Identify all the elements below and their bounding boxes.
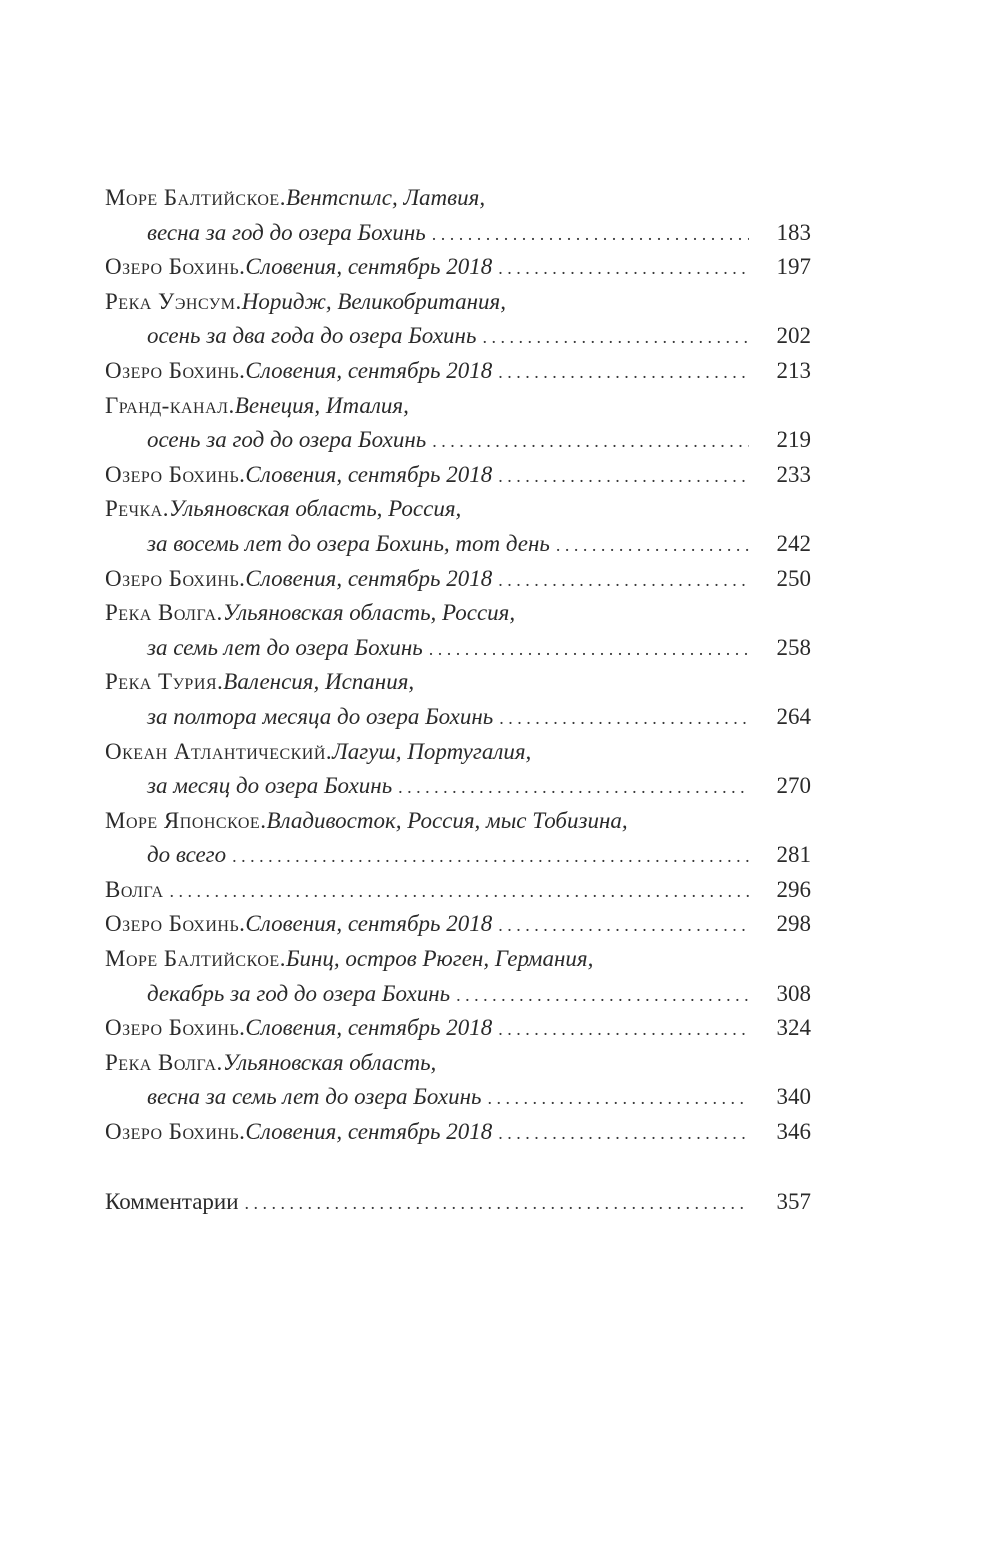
toc-entry-subtitle-cont: за месяц до озера Бохинь	[147, 773, 393, 799]
toc-entry-subtitle-cont: за восемь лет до озера Бохинь, тот день	[147, 530, 550, 556]
toc-entry-continuation[interactable]	[105, 319, 811, 354]
toc-entry-subtitle-cont: весна за год до озера Бохинь	[147, 219, 426, 245]
toc-entry-continuation[interactable]	[105, 216, 811, 251]
dot-leader	[456, 978, 749, 1013]
dot-leader	[498, 355, 749, 390]
toc-entry-subtitle: Валенсия, Испания,	[223, 669, 415, 695]
toc-entry-heading: Речка.	[105, 496, 169, 522]
toc-entry-heading: Река Турия.	[105, 669, 224, 695]
toc-page-number: 202	[776, 323, 811, 349]
toc-entry-heading: Река Уэнсум.	[105, 288, 242, 314]
section-gap	[105, 1150, 811, 1185]
toc-entry-subtitle: Словения, сентябрь 2018	[245, 1015, 493, 1041]
toc-entry[interactable]	[105, 1011, 811, 1046]
dot-leader	[498, 1012, 749, 1047]
toc-entry-heading: Озеро Бохинь.	[105, 461, 246, 487]
dot-leader	[429, 632, 749, 667]
toc-entry-subtitle-cont: за полтора месяца до озера Бохинь	[147, 703, 494, 729]
toc-entry-title	[105, 181, 811, 216]
toc-page-number: 324	[776, 1015, 811, 1041]
toc-entry-title	[105, 285, 811, 320]
dot-leader	[498, 908, 749, 943]
dot-leader	[498, 251, 749, 286]
toc-page-number: 197	[776, 254, 811, 280]
toc-entry-subtitle-cont: весна за семь лет до озера Бохинь	[147, 1084, 482, 1110]
toc-entry-heading: Озеро Бохинь.	[105, 254, 246, 280]
toc-entry-heading: Волга	[105, 876, 164, 902]
dot-leader	[498, 459, 749, 494]
toc-entry-comments[interactable]	[105, 1185, 811, 1220]
toc-entry-heading: Море Балтийское.	[105, 185, 286, 210]
toc-page-number: 346	[776, 1119, 811, 1145]
toc-entry-subtitle: Владивосток, Россия, мыс Тобизина,	[266, 807, 628, 833]
toc-page-number: 270	[776, 773, 811, 799]
dot-leader	[432, 217, 749, 252]
toc-entry-subtitle: Лагуш, Португалия,	[332, 738, 532, 764]
dot-leader	[556, 528, 749, 563]
toc-entry-heading: Море Японское.	[105, 807, 267, 833]
toc-entry-heading: Озеро Бохинь.	[105, 357, 246, 383]
toc-page-number: 298	[776, 911, 811, 937]
toc-entry-continuation[interactable]	[105, 631, 811, 666]
toc-entry-title	[105, 389, 811, 424]
toc-entry-subtitle: Словения, сентябрь 2018	[245, 254, 493, 280]
toc-entry-heading: Река Волга.	[105, 600, 223, 626]
dot-leader	[498, 563, 749, 598]
toc-entry-title	[105, 492, 811, 527]
toc-page-number: 250	[776, 565, 811, 591]
toc-page-number: 308	[776, 980, 811, 1006]
toc-entry-subtitle-cont: до всего	[147, 842, 227, 868]
toc-entry-subtitle: Бинц, остров Рюген, Германия,	[285, 946, 594, 972]
table-of-contents	[105, 181, 811, 1219]
toc-entry-heading: Озеро Бохинь.	[105, 565, 246, 591]
toc-entry-subtitle-cont: осень за год до озера Бохинь	[147, 427, 427, 453]
toc-entry-title	[105, 804, 811, 839]
toc-entry-subtitle: Ульяновская область,	[222, 1049, 437, 1075]
toc-page-number: 213	[776, 357, 811, 383]
toc-entry[interactable]	[105, 354, 811, 389]
toc-entry-heading: Озеро Бохинь.	[105, 1015, 246, 1041]
dot-leader	[488, 1081, 750, 1116]
toc-entry-heading: Озеро Бохинь.	[105, 1119, 246, 1145]
toc-page-number: 242	[776, 530, 811, 556]
toc-entry-continuation[interactable]	[105, 700, 811, 735]
toc-entry-title	[105, 1046, 811, 1081]
toc-entry[interactable]	[105, 873, 811, 908]
dot-leader	[398, 770, 749, 805]
toc-entry-subtitle: Норидж, Великобритания,	[241, 288, 506, 314]
toc-entry-heading: Озеро Бохинь.	[105, 911, 246, 937]
toc-page-number: 233	[776, 461, 811, 487]
toc-entry-subtitle: Словения, сентябрь 2018	[245, 461, 493, 487]
dot-leader	[170, 874, 749, 909]
toc-entry-subtitle: Словения, сентябрь 2018	[245, 1119, 493, 1145]
toc-entry-heading: Море Балтийское.	[105, 946, 286, 972]
toc-entry-subtitle: Словения, сентябрь 2018	[245, 357, 493, 383]
dot-leader	[482, 320, 749, 355]
toc-entry-subtitle: Венеция, Италия,	[234, 392, 409, 418]
toc-page-number: 183	[776, 219, 811, 245]
toc-entry-subtitle: Ульяновская область, Россия,	[222, 600, 516, 626]
toc-page-number: 258	[776, 634, 811, 660]
toc-entry[interactable]	[105, 458, 811, 493]
toc-entry-heading: Океан Атлантический.	[105, 738, 333, 764]
toc-entry-title	[105, 735, 811, 770]
toc-entry[interactable]	[105, 907, 811, 942]
toc-entry[interactable]	[105, 1115, 811, 1150]
toc-page-number: 340	[776, 1084, 811, 1110]
toc-entry-heading: Гранд-канал.	[105, 392, 235, 418]
toc-entry-continuation[interactable]	[105, 977, 811, 1012]
toc-entry[interactable]	[105, 562, 811, 597]
toc-page-number: 357	[776, 1188, 811, 1214]
toc-entry-title	[105, 596, 811, 631]
toc-page-number: 296	[776, 876, 811, 902]
toc-entry-heading: Река Волга.	[105, 1049, 223, 1075]
toc-entry-title	[105, 942, 811, 977]
dot-leader	[498, 1116, 749, 1151]
toc-entry-continuation[interactable]	[105, 769, 811, 804]
toc-entry-subtitle-cont: за семь лет до озера Бохинь	[147, 634, 423, 660]
toc-entry-continuation[interactable]	[105, 423, 811, 458]
dot-leader	[432, 424, 749, 459]
toc-entry-continuation[interactable]	[105, 1080, 811, 1115]
toc-entry-subtitle: Вентспилс, Латвия,	[285, 185, 486, 210]
toc-entry-subtitle-cont: осень за два года до озера Бохинь	[147, 323, 477, 349]
toc-page-number: 219	[776, 427, 811, 453]
toc-page-number: 281	[776, 842, 811, 868]
dot-leader	[245, 1186, 749, 1221]
toc-entry-subtitle-cont: декабрь за год до озера Бохинь	[147, 980, 451, 1006]
dot-leader	[232, 839, 749, 874]
toc-entry-continuation[interactable]	[105, 838, 811, 873]
toc-page-number: 264	[776, 703, 811, 729]
toc-entry-subtitle: Ульяновская область, Россия,	[168, 496, 462, 522]
toc-entry-title	[105, 665, 811, 700]
toc-entry-subtitle: Словения, сентябрь 2018	[245, 911, 493, 937]
toc-entry-subtitle: Словения, сентябрь 2018	[245, 565, 493, 591]
toc-entry[interactable]	[105, 250, 811, 285]
toc-entry-continuation[interactable]	[105, 527, 811, 562]
comments-label: Комментарии	[105, 1188, 239, 1214]
dot-leader	[499, 701, 749, 736]
